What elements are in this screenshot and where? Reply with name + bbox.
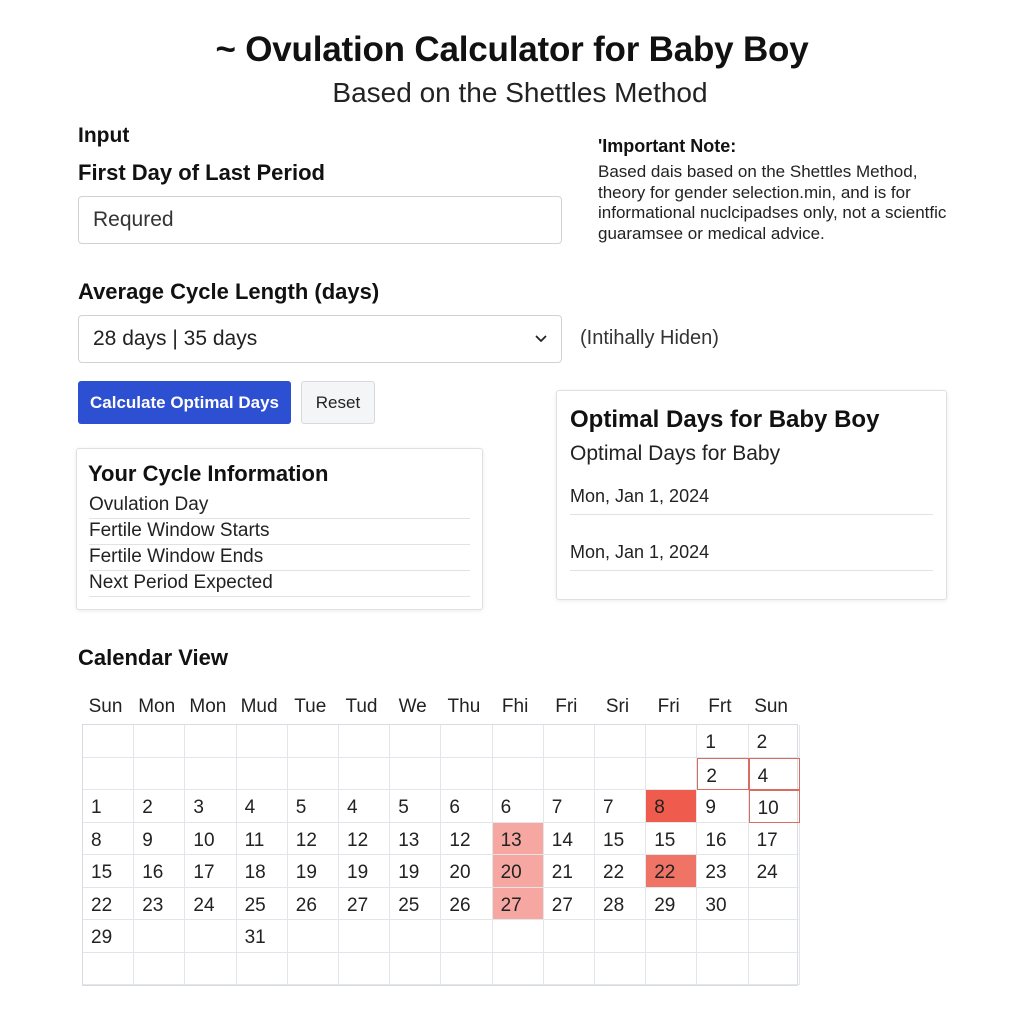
calendar-day-cell[interactable]: 5 [390,790,441,823]
calendar-day-cell [83,725,134,758]
calendar-day-cell[interactable]: 30 [697,888,748,921]
calendar-day-cell [749,888,800,921]
reset-button[interactable]: Reset [301,381,375,424]
calendar-day-cell[interactable]: 9 [697,790,748,823]
calendar-day-cell[interactable]: 24 [749,855,800,888]
calendar-day-cell[interactable]: 25 [237,888,288,921]
calendar-day-cell [646,920,697,953]
weekday-header: We [398,696,427,717]
calendar-day-cell [288,953,339,986]
calendar-day-cell [339,758,390,791]
weekday-header: Mud [240,696,278,717]
optimal-date-1: Mon, Jan 1, 2024 [570,481,933,515]
weekday-header: Sri [605,696,630,717]
calendar-day-cell[interactable]: 23 [697,855,748,888]
period-label: First Day of Last Period [78,160,325,185]
calendar-day-cell [134,758,185,791]
calendar-day-cell[interactable]: 13 [390,823,441,856]
weekday-header: Mon [189,696,227,717]
calendar-day-cell[interactable]: 22 [646,855,697,888]
calendar-day-cell [441,725,492,758]
calendar-day-cell [339,953,390,986]
calendar-day-cell [83,758,134,791]
calendar-day-cell [595,725,646,758]
calendar-day-cell [288,758,339,791]
calendar-day-cell [339,725,390,758]
calendar-day-cell [185,758,236,791]
calendar-day-cell[interactable]: 26 [288,888,339,921]
calendar-day-cell [544,758,595,791]
weekday-header: Tud [345,696,378,717]
calendar-day-cell [493,725,544,758]
calendar-day-cell[interactable]: 2 [749,725,800,758]
page-subtitle: Based on the Shettles Method [332,77,708,108]
calendar-day-cell[interactable]: 19 [288,855,339,888]
weekday-header: Fhi [501,696,529,717]
weekday-header: Tue [294,696,327,717]
optimal-days-heading: Optimal Days for Baby Boy [570,406,880,433]
weekday-header: Frt [708,696,732,717]
calendar-day-cell[interactable]: 3 [185,790,236,823]
calendar-day-cell [646,953,697,986]
calendar-day-cell[interactable]: 2 [134,790,185,823]
calendar-day-cell[interactable]: 12 [441,823,492,856]
calendar-day-cell[interactable]: 5 [288,790,339,823]
calendar-day-cell[interactable]: 16 [134,855,185,888]
calendar-day-cell[interactable]: 6 [493,790,544,823]
cycle-length-select[interactable] [78,315,562,363]
cycle-info-card [76,448,483,610]
info-row-next-period: Next Period Expected [89,571,470,597]
calendar-day-cell[interactable]: 16 [697,823,748,856]
calendar-day-cell[interactable]: 9 [134,823,185,856]
calendar-day-cell[interactable]: 13 [493,823,544,856]
input-section-label: Input [78,124,130,147]
calendar-day-cell[interactable]: 24 [185,888,236,921]
calendar-day-cell [390,920,441,953]
calendar-day-cell [390,953,441,986]
calendar-day-cell[interactable]: 10 [749,790,800,823]
important-note-body: Based dais based on the Shettles Method, theory for gender selection.min, and is for informational nuclcipadses only, not a scientfic guaramsee or medical advice. [598,162,947,243]
calendar-day-cell[interactable]: 1 [83,790,134,823]
calendar-day-cell[interactable]: 12 [288,823,339,856]
calculate-button[interactable]: Calculate Optimal Days [78,381,291,424]
calendar-day-cell [697,953,748,986]
optimal-days-card [556,390,947,600]
calendar-day-cell[interactable]: 22 [83,888,134,921]
cycle-info-heading: Your Cycle Information [88,461,329,486]
calendar-day-cell [288,725,339,758]
calendar-day-cell[interactable]: 19 [390,855,441,888]
cycle-length-label: Average Cycle Length (days) [78,279,380,304]
calendar-day-cell [134,725,185,758]
calendar-day-cell[interactable]: 7 [595,790,646,823]
weekday-header: Mon [138,696,176,717]
calendar-day-cell [185,953,236,986]
cycle-length-value: 28 days | 35 days [93,327,258,350]
hidden-note: (Intihally Hiden) [580,327,719,349]
calendar-day-cell [595,920,646,953]
calendar-day-cell[interactable]: 6 [441,790,492,823]
calendar-day-cell [237,758,288,791]
calendar-day-cell [697,920,748,953]
calendar-day-cell[interactable]: 7 [544,790,595,823]
calendar-day-cell[interactable]: 17 [185,855,236,888]
calendar-day-cell[interactable]: 15 [646,823,697,856]
page-title: ~ Ovulation Calculator for Baby Boy [215,30,809,69]
calendar-day-cell[interactable]: 1 [697,725,748,758]
calendar-day-cell[interactable]: 8 [646,790,697,823]
calendar-day-cell [749,920,800,953]
calendar-day-cell[interactable]: 27 [339,888,390,921]
calendar-day-cell[interactable]: 15 [595,823,646,856]
calendar-day-cell[interactable]: 17 [749,823,800,856]
chevron-down-icon [535,333,547,345]
period-date-input[interactable] [78,196,562,244]
weekday-header: Fri [657,696,680,717]
weekday-header: Sun [754,696,788,717]
calendar-day-cell[interactable]: 20 [441,855,492,888]
calendar-day-cell[interactable]: 19 [339,855,390,888]
calendar-day-cell [493,758,544,791]
calendar-day-cell [83,953,134,986]
calendar-day-cell[interactable]: 15 [83,855,134,888]
calendar-day-cell [595,758,646,791]
calendar-day-cell [390,758,441,791]
calendar-day-cell [646,758,697,791]
calendar-day-cell [493,953,544,986]
calendar-day-cell [339,920,390,953]
calendar-day-cell [595,953,646,986]
calendar-day-cell [390,725,441,758]
weekday-header: Fri [555,696,578,717]
calendar-day-cell[interactable]: 25 [390,888,441,921]
calendar-day-cell[interactable]: 2 [697,758,748,791]
optimal-date-2: Mon, Jan 1, 2024 [570,537,933,571]
calendar-day-cell[interactable]: 27 [493,888,544,921]
info-row-fertile-end: Fertile Window Ends [89,545,470,571]
calendar-day-cell [134,953,185,986]
calendar-day-cell[interactable]: 4 [339,790,390,823]
calendar-day-cell[interactable]: 11 [237,823,288,856]
calendar-day-cell [441,953,492,986]
calendar-day-cell[interactable]: 20 [493,855,544,888]
calendar-grid [82,724,798,986]
calendar-day-cell[interactable]: 28 [595,888,646,921]
calendar-day-cell[interactable]: 4 [237,790,288,823]
calendar-day-cell [185,725,236,758]
optimal-days-subheading: Optimal Days for Baby [570,442,781,465]
calendar-day-cell [646,725,697,758]
calendar-day-cell[interactable]: 8 [83,823,134,856]
calendar-day-cell[interactable]: 4 [749,758,800,791]
weekday-header: Thu [447,696,481,717]
calendar-title: Calendar View [78,645,228,670]
calendar-day-cell [134,920,185,953]
important-note-heading: 'Important Note: [598,136,737,156]
calendar-day-cell [544,725,595,758]
calendar-day-cell [544,953,595,986]
calendar-day-cell[interactable]: 10 [185,823,236,856]
calendar-day-cell[interactable]: 31 [237,920,288,953]
calendar-day-cell[interactable]: 29 [83,920,134,953]
calendar-day-cell [749,953,800,986]
info-row-ovulation: Ovulation Day [89,493,470,519]
calendar-day-cell[interactable]: 18 [237,855,288,888]
calendar-day-cell[interactable]: 12 [339,823,390,856]
calendar-day-cell[interactable]: 14 [544,823,595,856]
calendar-day-cell[interactable]: 27 [544,888,595,921]
calendar-day-cell [237,725,288,758]
calendar-day-cell[interactable]: 26 [441,888,492,921]
calendar-day-cell[interactable]: 21 [544,855,595,888]
weekday-header: Sun [88,696,123,717]
calendar-day-cell[interactable]: 29 [646,888,697,921]
calendar-day-cell [237,953,288,986]
calendar-day-cell [441,758,492,791]
calendar-day-cell[interactable]: 22 [595,855,646,888]
calendar-day-cell [441,920,492,953]
calendar-day-cell [185,920,236,953]
calendar-day-cell[interactable]: 23 [134,888,185,921]
calendar-day-cell [544,920,595,953]
calendar-day-cell [288,920,339,953]
calendar-day-cell [493,920,544,953]
info-row-fertile-start: Fertile Window Starts [89,519,470,545]
